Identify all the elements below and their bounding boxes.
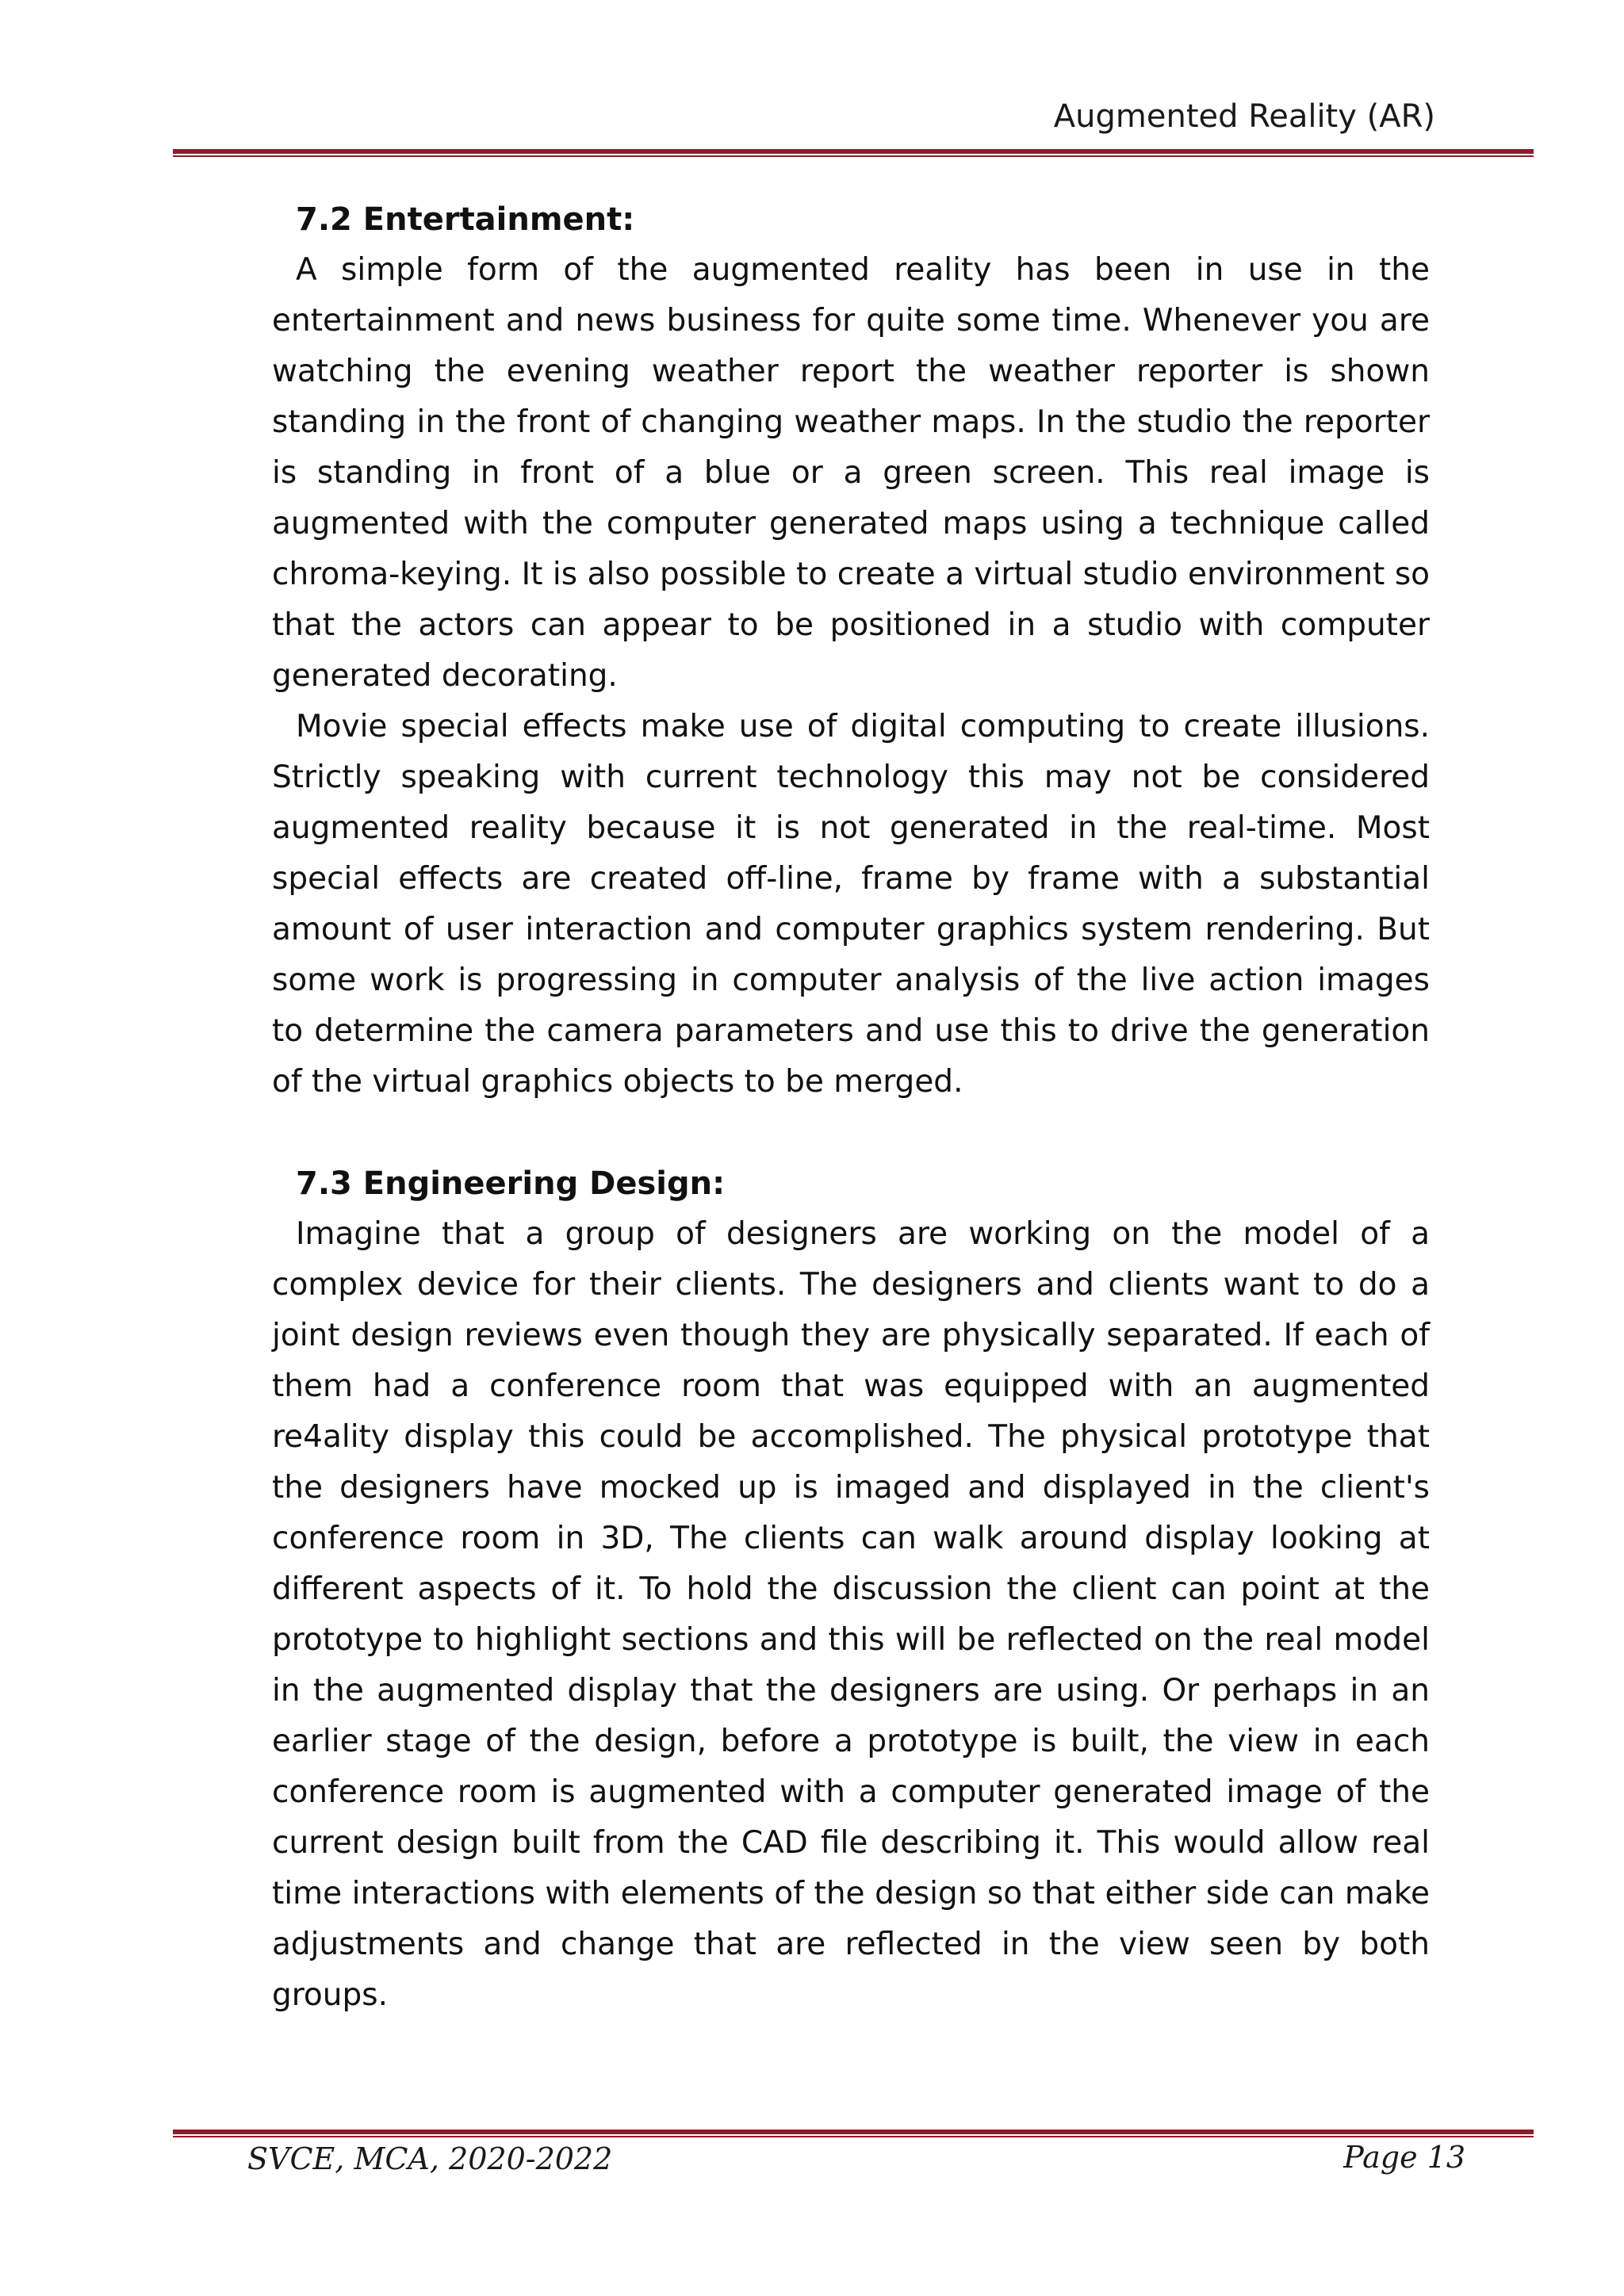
section-heading-colon: :	[712, 1165, 726, 1202]
header-rule-thick	[173, 149, 1534, 154]
running-header-title: Augmented Reality (AR)	[1053, 98, 1435, 135]
footer-institution: SVCE, MCA, 2020-2022	[247, 2141, 613, 2176]
section-heading-engineering-design	[272, 1158, 1430, 1209]
footer-rule	[173, 2130, 1534, 2137]
section-heading-entertainment	[272, 194, 1430, 245]
paragraph-engineering-design-1: Imagine that a group of designers are working on the model of a complex device for their clients. The designers and clients want to do a joint design reviews even though they are physically separated. If each of them had a conference room that was equipped with an augmented re4ality display this could be accomplished. The physical prototype that the designers have mocked up is imaged and displayed in the client's conference room in 3D, The clients can walk around display looking at different aspects of it. To hold the discussion the client can point at the prototype to highlight sections and this will be reflected on the real model in the augmented display that the designers are using. Or perhaps in an earlier stage of the design, before a prototype is built, the view in each conference room is augmented with a computer generated image of the current design built from the CAD file describing it. This would allow real time interactions with elements of the design so that either side can make adjustments and change that are reflected in the view seen by both groups.	[272, 1216, 1430, 2013]
page-body	[272, 194, 1430, 2021]
paragraph-entertainment-2: Movie special effects make use of digital computing to create illusions. Strictly speaking with current technology this may not be considered augmented reality because it is not generated in the real-time. Most special effects are created off-line, frame by frame with a substantial amount of user interaction and computer graphics system rendering. But some work is progressing in computer analysis of the live action images to determine the camera parameters and use this to drive the generation of the virtual graphics objects to be merged.	[272, 709, 1430, 1100]
section-heading-colon: :	[622, 201, 635, 238]
header-rule	[173, 149, 1534, 157]
footer-page-number: Page 13	[1343, 2140, 1465, 2175]
section-heading-text: 7.3 Engineering Design	[296, 1165, 713, 1202]
footer-rule-thin	[173, 2136, 1534, 2137]
section-heading-text: 7.2 Entertainment	[296, 201, 622, 238]
header-rule-thin	[173, 155, 1534, 157]
paragraph-entertainment-1: A simple form of the augmented reality has been in use in the entertainment and news business for quite some time. Whenever you are watching the evening weather report the weather reporter is shown standing in the front of changing weather maps. In the studio the reporter is standing in front of a blue or a green screen. This real image is augmented with the computer generated maps using a technique called chroma-keying. It is also possible to create a virtual studio environment so that the actors can appear to be positioned in a studio with computer generated decorating.	[272, 252, 1430, 694]
section-spacer	[272, 1108, 1430, 1158]
footer-rule-thick	[173, 2130, 1534, 2134]
